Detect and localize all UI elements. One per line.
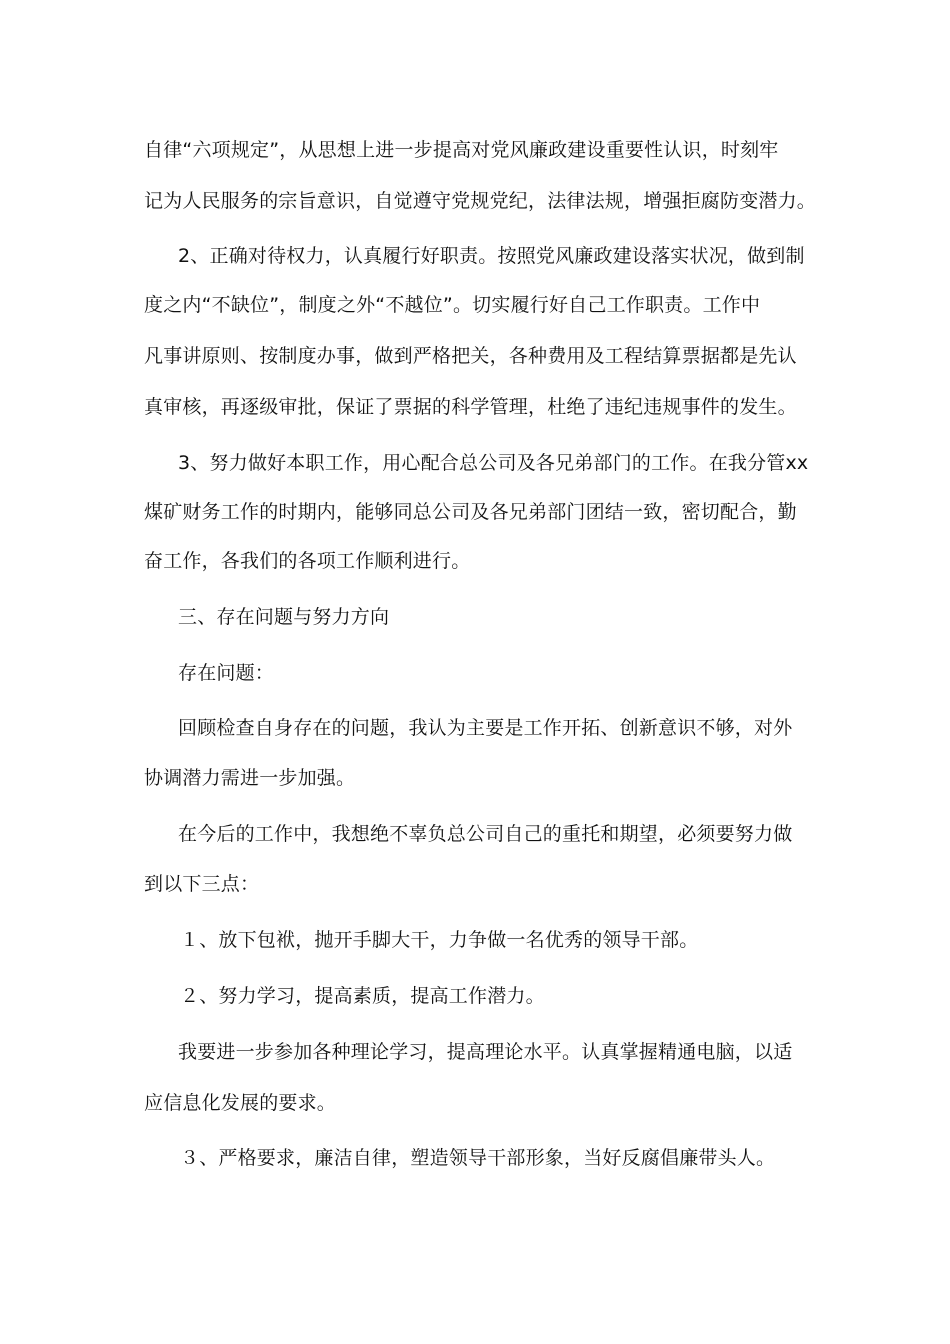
text-line: 存在问题： — [178, 662, 275, 684]
text-line: 自律“六项规定”，从思想上进一步提高对党风廉政建设重要性认识，时刻牢 — [144, 139, 779, 161]
text-line: 奋工作，各我们的各项工作顺利进行。 — [144, 550, 471, 572]
text-line: 煤矿财务工作的时期内，能够同总公司及各兄弟部门团结一致，密切配合，勤 — [144, 501, 797, 523]
text-line: 我要进一步参加各种理论学习，提高理论水平。认真掌握精通电脑，以适 — [178, 1041, 793, 1063]
text-line: 真审核，再逐级审批，保证了票据的科学管理，杜绝了违纪违规事件的发生。 — [144, 396, 797, 418]
text-line: 3、努力做好本职工作，用心配合总公司及各兄弟部门的工作。在我分管xx — [178, 452, 809, 474]
text-line: 协调潜力需进一步加强。 — [144, 767, 356, 789]
list-item: ３、严格要求，廉洁自律，塑造领导干部形象，当好反腐倡廉带头人。 — [180, 1147, 776, 1169]
text-line: 记为人民服务的宗旨意识，自觉遵守党规党纪，法律法规，增强拒腐防变潜力。 — [144, 190, 817, 212]
text-line: 应信息化发展的要求。 — [144, 1092, 337, 1114]
text-line: 在今后的工作中，我想绝不辜负总公司自己的重托和期望，必须要努力做 — [178, 823, 793, 845]
text-line: 到以下三点： — [144, 873, 260, 895]
text-line: 凡事讲原则、按制度办事，做到严格把关，各种费用及工程结算票据都是先认 — [144, 345, 797, 367]
text-line: 度之内“不缺位”，制度之外“不越位”。切实履行好自己工作职责。工作中 — [144, 294, 761, 316]
list-item: ２、努力学习，提高素质，提高工作潜力。 — [180, 985, 545, 1007]
list-item: １、放下包袱，抛开手脚大干，力争做一名优秀的领导干部。 — [180, 929, 699, 951]
section-heading: 三、存在问题与努力方向 — [178, 606, 390, 628]
text-line: 2、正确对待权力，认真履行好职责。按照党风廉政建设落实状况，做到制 — [178, 245, 805, 267]
text-line: 回顾检查自身存在的问题，我认为主要是工作开拓、创新意识不够，对外 — [178, 717, 793, 739]
